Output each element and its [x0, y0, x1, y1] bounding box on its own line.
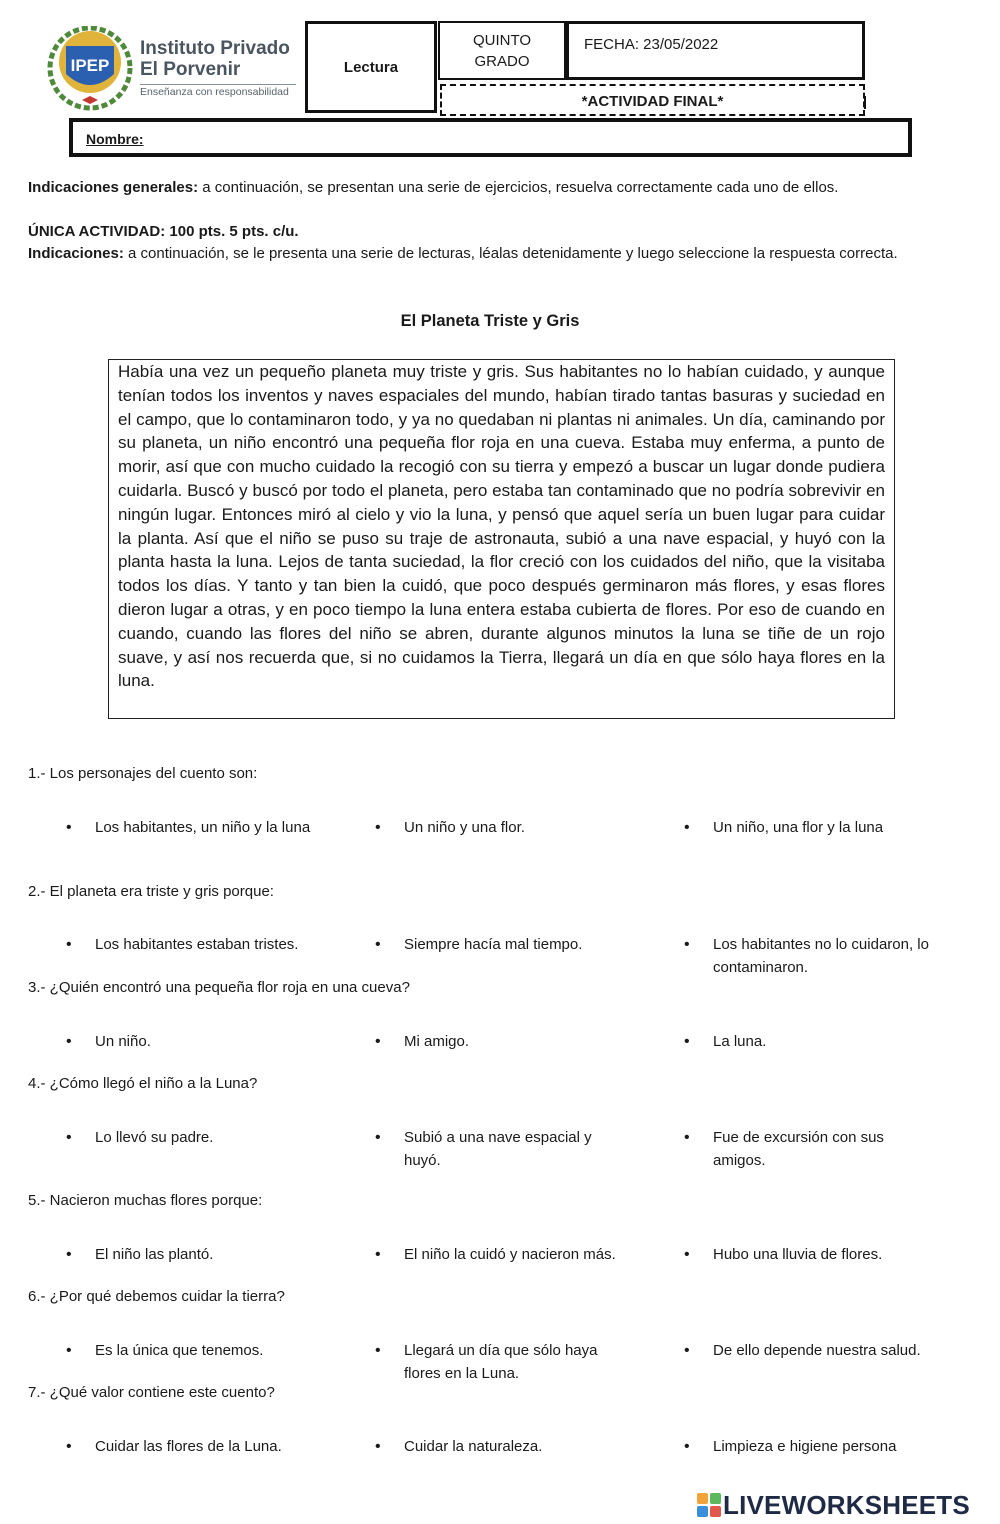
grade-box — [438, 21, 566, 80]
q2-option-a[interactable]: • Los habitantes estaban tristes. — [95, 933, 335, 956]
activity-instructions — [28, 243, 928, 265]
story-text: Había una vez un pequeño planeta muy triste y gris. Sus habitantes no lo habían cuidado, y aunque tenían todos los inventos y naves espaciales del mundo, habían tirado tantas basuras y suciedad en el campo, que lo contaminaron todo, y ya no quedaban ni plantas ni animales. Un día, caminando por su planeta, un niño encontró una pequeña flor roja en una cueva. Estaba muy enferma, a punto de morir, así que con mucho cuidado la recogió con su tierra y empezó a buscar un lugar donde pudiera cuidarla. Buscó y buscó por todo el planeta, pero estaba tan contaminado que no podría sobrevivir en ningún lugar. Entonces miró al cielo y vio la luna, y pensó que aquel sería un buen lugar para cuidar la planta. Así que el niño se puso su traje de astronauta, subió a una nave espacial, y huyó con la planta hasta la luna. Lejos de tanta suciedad, la flor creció con los cuidados del niño, que la visitaba todos los días. Y tanto y tan bien la cuidó, que poco después germinaron más flores, y esas flores dieron lugar a otras, y en poco tiempo la luna entera estaba cubierta de flores. Por eso de cuando en cuando, cuando las flores del niño se abren, durante algunos minutos la luna se tiñe de un rojo suave, y así nos recuerda que, si no cuidamos la Tierra, llegará un día en que sólo haya flores en la luna. — [118, 362, 885, 691]
name-field[interactable] — [69, 118, 912, 157]
school-name-line1: Instituto Privado — [140, 38, 290, 59]
date-label: FECHA: 23/05/2022 — [584, 36, 719, 53]
date-box — [566, 21, 865, 80]
name-label: Nombre: — [86, 131, 144, 147]
q3-option-a[interactable]: • Un niño. — [95, 1030, 335, 1053]
liveworksheets-logo-icon — [697, 1493, 721, 1517]
general-instructions-label: Indicaciones generales: — [28, 179, 199, 196]
q2-option-c[interactable]: • Los habitantes no lo cuidaron, lo contaminaron. — [713, 933, 948, 979]
story-box — [108, 359, 895, 719]
q4-option-c[interactable]: • Fue de excursión con sus amigos. — [713, 1126, 913, 1172]
activity-label: *ACTIVIDAD FINAL* — [581, 93, 724, 110]
school-name — [140, 38, 296, 98]
activity-banner — [440, 84, 865, 116]
question-5: 5.- Nacieron muchas flores porque: — [28, 1192, 263, 1209]
q3-option-b[interactable]: • Mi amigo. — [404, 1030, 644, 1053]
subject-label: Lectura — [343, 58, 399, 76]
question-6: 6.- ¿Por qué debemos cuidar la tierra? — [28, 1288, 285, 1305]
q1-option-c[interactable]: • Un niño, una flor y la luna — [713, 816, 963, 839]
school-name-line2: El Porvenir — [140, 59, 241, 80]
activity-instructions-label: Indicaciones: — [28, 245, 124, 262]
grade-line1: QUINTO — [472, 31, 532, 49]
q4-option-a[interactable]: • Lo llevó su padre. — [95, 1126, 335, 1149]
q4-option-b[interactable]: • Subió a una nave espacial y huyó. — [404, 1126, 619, 1172]
grade-line2: GRADO — [474, 52, 530, 70]
general-instructions — [28, 177, 978, 199]
question-7: 7.- ¿Qué valor contiene este cuento? — [28, 1384, 275, 1401]
activity-title: ÚNICA ACTIVIDAD: 100 pts. 5 pts. c/u. — [28, 223, 299, 240]
question-3: 3.- ¿Quién encontró una pequeña flor roja en una cueva? — [28, 979, 410, 996]
q1-option-b[interactable]: • Un niño y una flor. — [404, 816, 644, 839]
liveworksheets-brand — [697, 1490, 970, 1520]
q7-option-c[interactable]: • Limpieza e higiene persona — [713, 1435, 963, 1458]
activity-instructions-text: a continuación, se le presenta una serie de lecturas, léalas detenidamente y luego seleccione la respuesta correcta. — [123, 245, 898, 262]
liveworksheets-wordmark: LIVEWORKSHEETS — [723, 1489, 970, 1520]
divider-tick — [864, 96, 866, 109]
general-instructions-text: a continuación, se presentan una serie de ejercicios, resuelva correctamente cada uno de ellos. — [198, 179, 839, 196]
q7-option-a[interactable]: • Cuidar las flores de la Luna. — [95, 1435, 335, 1458]
story-title: El Planeta Triste y Gris — [400, 312, 580, 330]
school-logo — [46, 26, 296, 112]
q6-option-b[interactable]: • Llegará un día que sólo haya flores en la Luna. — [404, 1339, 629, 1385]
q2-option-b[interactable]: • Siempre hacía mal tiempo. — [404, 933, 644, 956]
q6-option-a[interactable]: • Es la única que tenemos. — [95, 1339, 335, 1362]
question-4: 4.- ¿Cómo llegó el niño a la Luna? — [28, 1075, 258, 1092]
subject-box — [305, 21, 437, 113]
school-slogan: Enseñanza con responsabilidad — [140, 84, 296, 98]
q7-option-b[interactable]: • Cuidar la naturaleza. — [404, 1435, 644, 1458]
question-1: 1.- Los personajes del cuento son: — [28, 765, 258, 782]
q5-option-b[interactable]: • El niño la cuidó y nacieron más. — [404, 1243, 664, 1266]
school-crest-icon — [46, 26, 136, 112]
q6-option-c[interactable]: • De ello depende nuestra salud. — [713, 1339, 953, 1362]
q5-option-a[interactable]: • El niño las plantó. — [95, 1243, 335, 1266]
q5-option-c[interactable]: • Hubo una lluvia de flores. — [713, 1243, 963, 1266]
logo-initials: IPEP — [70, 56, 110, 75]
q1-option-a[interactable]: • Los habitantes, un niño y la luna — [95, 816, 335, 839]
question-2: 2.- El planeta era triste y gris porque: — [28, 883, 274, 900]
q3-option-c[interactable]: • La luna. — [713, 1030, 963, 1053]
